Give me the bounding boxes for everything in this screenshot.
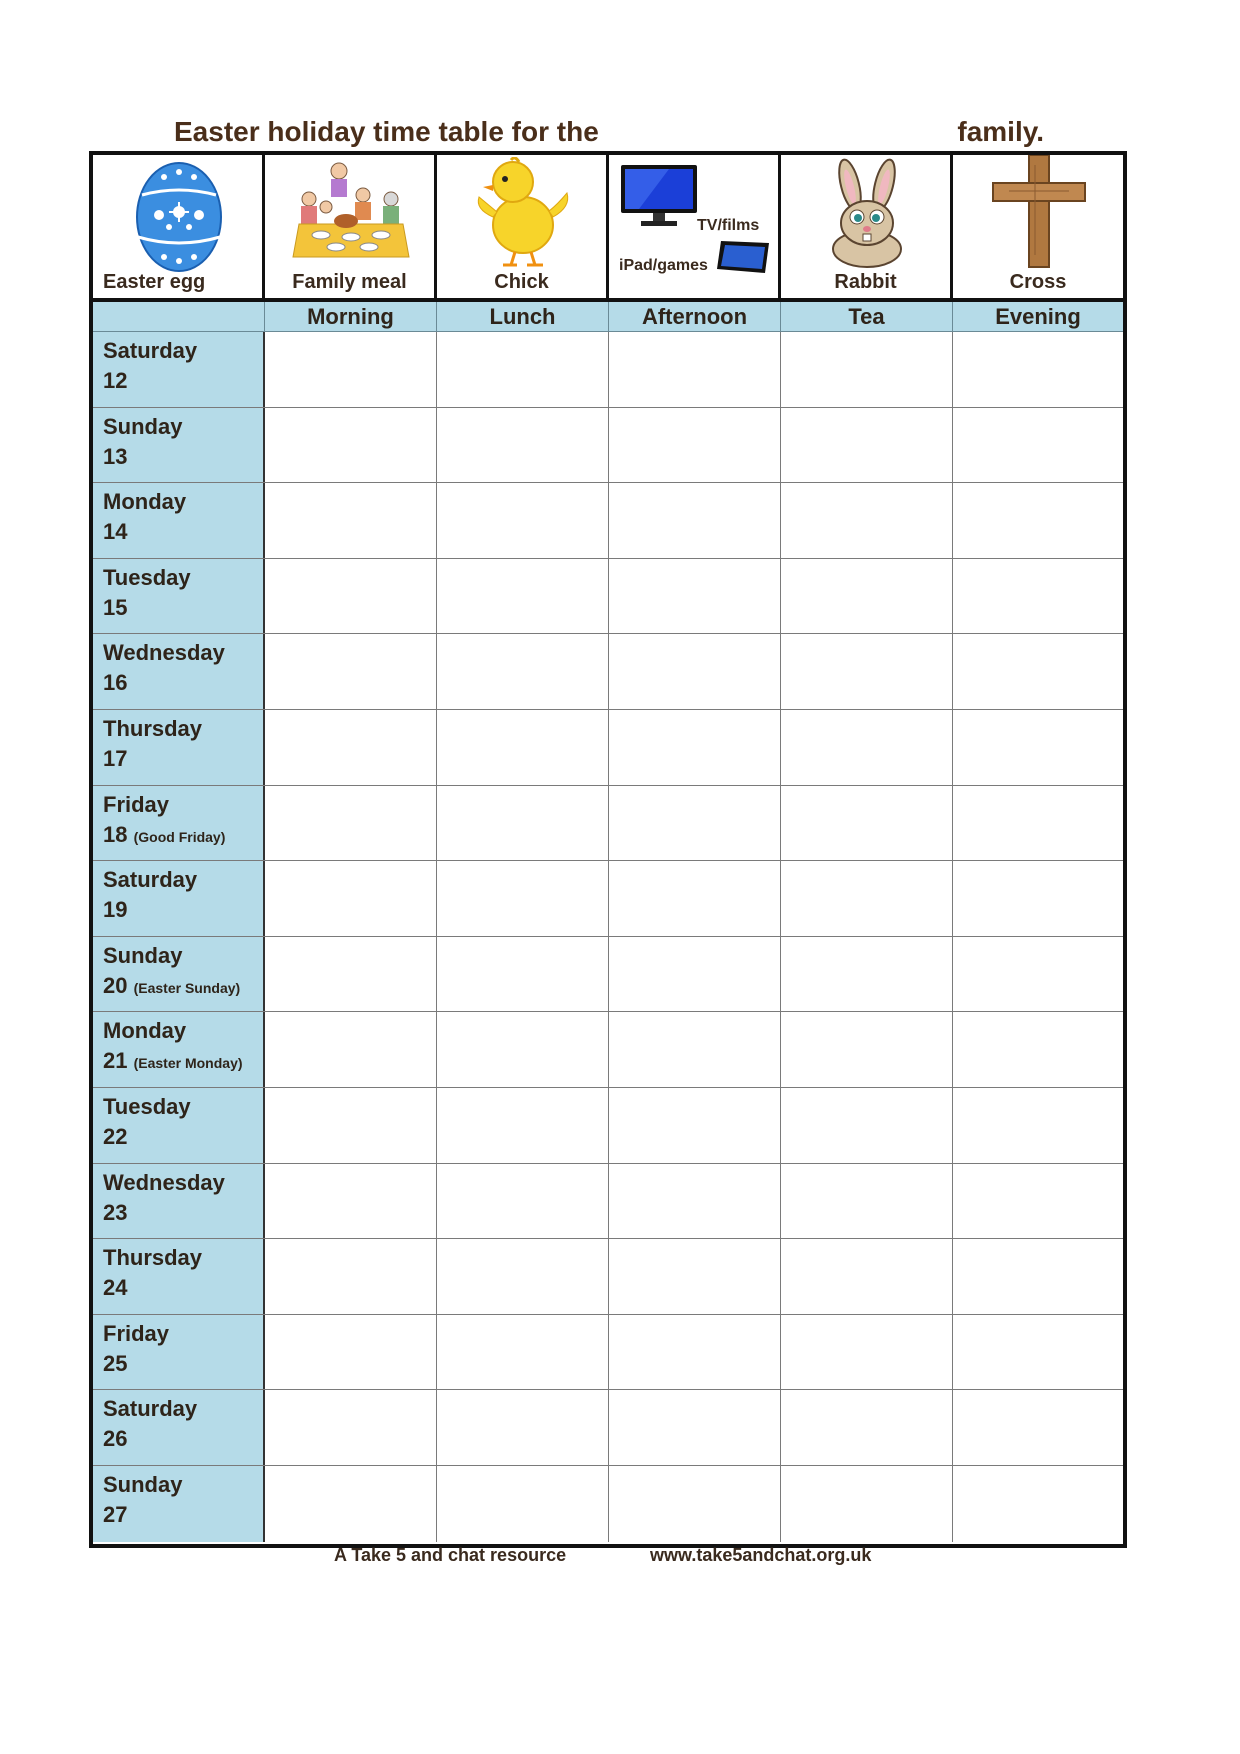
schedule-cell-afternoon[interactable]: [609, 408, 781, 483]
icon-cell-family-meal: [265, 155, 437, 298]
table-row: [93, 1164, 1123, 1240]
schedule-cell-morning[interactable]: [265, 1315, 437, 1390]
schedule-cell-lunch[interactable]: [437, 1315, 609, 1390]
day-name: Friday: [103, 791, 170, 817]
schedule-cell-afternoon[interactable]: [609, 1390, 781, 1465]
day-date: 15: [103, 594, 128, 620]
table-row: [93, 1012, 1123, 1088]
schedule-cell-evening[interactable]: [953, 1239, 1123, 1314]
schedule-cell-morning[interactable]: [265, 1390, 437, 1465]
icon-header-row: [93, 155, 1123, 302]
day-date-line: [103, 1500, 263, 1530]
schedule-cell-morning[interactable]: [265, 559, 437, 634]
schedule-cell-morning[interactable]: [265, 1088, 437, 1163]
schedule-cell-morning[interactable]: [265, 1164, 437, 1239]
icon-cell-cross: [953, 155, 1123, 298]
day-name: Monday: [103, 1018, 187, 1044]
schedule-cell-lunch[interactable]: [437, 332, 609, 407]
day-date-line: [103, 820, 263, 852]
day-name: Tuesday: [103, 1093, 191, 1119]
timetable: [89, 151, 1127, 1548]
day-label-cell: [93, 710, 265, 785]
day-date: 20: [103, 972, 128, 998]
schedule-cell-lunch[interactable]: [437, 559, 609, 634]
day-name: Friday: [103, 1320, 170, 1346]
schedule-cell-lunch[interactable]: [437, 861, 609, 936]
schedule-cell-evening[interactable]: [953, 1315, 1123, 1390]
day-label-cell: [93, 1466, 265, 1542]
footer-resource: A Take 5 and chat resource: [334, 1545, 567, 1565]
day-date-line: [103, 1273, 263, 1303]
schedule-cell-tea[interactable]: [781, 1390, 953, 1465]
schedule-cell-morning[interactable]: [265, 634, 437, 709]
schedule-cell-lunch[interactable]: [437, 408, 609, 483]
schedule-cell-tea[interactable]: [781, 937, 953, 1012]
day-label-cell: [93, 1012, 265, 1087]
schedule-cell-tea[interactable]: [781, 1164, 953, 1239]
table-row: [93, 1390, 1123, 1466]
day-date-line: [103, 1198, 263, 1228]
column-header-row: [93, 302, 1123, 332]
schedule-cell-morning[interactable]: [265, 937, 437, 1012]
column-header-day: [93, 302, 265, 331]
schedule-cell-tea[interactable]: [781, 634, 953, 709]
day-date: 19: [103, 897, 128, 923]
schedule-cell-lunch[interactable]: [437, 937, 609, 1012]
day-note: (Easter Monday): [133, 1055, 243, 1072]
day-label-cell: [93, 332, 265, 407]
day-date: 12: [103, 368, 128, 393]
schedule-cell-lunch[interactable]: [437, 1164, 609, 1239]
page-title-row: [174, 112, 1044, 154]
schedule-cell-evening[interactable]: [953, 483, 1123, 558]
day-name: Wednesday: [103, 1169, 225, 1195]
schedule-cell-lunch[interactable]: [437, 483, 609, 558]
day-date: 21: [103, 1048, 128, 1074]
schedule-cell-evening[interactable]: [953, 1012, 1123, 1087]
icon-cell-chick: [437, 155, 609, 298]
day-date: 24: [103, 1275, 128, 1301]
day-name: Monday: [103, 489, 187, 515]
schedule-cell-lunch[interactable]: [437, 1466, 609, 1542]
icon-cell-rabbit: [781, 155, 953, 298]
schedule-cell-evening[interactable]: [953, 710, 1123, 785]
family-meal-icon: [291, 159, 411, 264]
schedule-cell-afternoon[interactable]: [609, 634, 781, 709]
day-date: 25: [103, 1350, 128, 1376]
schedule-cell-afternoon[interactable]: [609, 1315, 781, 1390]
day-date: 18: [103, 821, 128, 847]
icon-label-tv-films: TV/films: [697, 217, 760, 234]
icon-cell-tv-tablet: [609, 155, 781, 298]
schedule-cell-tea[interactable]: [781, 1012, 953, 1087]
day-label-cell: [93, 483, 265, 558]
column-header-evening: Evening: [995, 304, 1081, 329]
day-date: 27: [103, 1501, 128, 1527]
day-rows: [93, 332, 1123, 1542]
schedule-cell-afternoon[interactable]: [609, 1239, 781, 1314]
day-date-line: [103, 1046, 263, 1078]
chick-icon: [473, 157, 573, 267]
schedule-cell-lunch[interactable]: [437, 786, 609, 861]
table-row: [93, 937, 1123, 1013]
schedule-cell-afternoon[interactable]: [609, 861, 781, 936]
day-date-line: [103, 442, 263, 472]
icon-cell-easter-egg: [93, 155, 265, 298]
schedule-cell-morning[interactable]: [265, 786, 437, 861]
day-label-cell: [93, 937, 265, 1012]
schedule-cell-afternoon[interactable]: [609, 937, 781, 1012]
schedule-cell-tea[interactable]: [781, 1315, 953, 1390]
schedule-cell-tea[interactable]: [781, 861, 953, 936]
day-label-cell: [93, 1239, 265, 1314]
schedule-cell-afternoon[interactable]: [609, 1164, 781, 1239]
day-name: Sunday: [103, 942, 183, 968]
column-header-morning: Morning: [265, 302, 437, 331]
table-row: [93, 634, 1123, 710]
schedule-cell-afternoon[interactable]: [609, 1466, 781, 1542]
schedule-cell-afternoon[interactable]: [609, 1088, 781, 1163]
table-row: [93, 1466, 1123, 1542]
day-note: (Easter Sunday): [133, 979, 241, 996]
schedule-cell-tea[interactable]: [781, 1466, 953, 1542]
schedule-cell-morning[interactable]: [265, 710, 437, 785]
day-date-line: [103, 593, 263, 623]
schedule-cell-tea[interactable]: [781, 559, 953, 634]
day-date: 22: [103, 1123, 128, 1149]
day-name: Sunday: [103, 1471, 183, 1497]
tablet-icon: [715, 239, 771, 275]
table-row: [93, 408, 1123, 484]
table-row: [93, 1315, 1123, 1391]
schedule-cell-evening[interactable]: [953, 1466, 1123, 1542]
icon-label-rabbit: Rabbit: [834, 271, 897, 293]
schedule-cell-tea[interactable]: [781, 786, 953, 861]
schedule-cell-lunch[interactable]: [437, 634, 609, 709]
day-label-cell: [93, 1315, 265, 1390]
schedule-cell-evening[interactable]: [953, 861, 1123, 936]
table-row: [93, 786, 1123, 862]
day-name: Sunday: [103, 413, 183, 439]
schedule-cell-evening[interactable]: [953, 408, 1123, 483]
schedule-cell-morning[interactable]: [265, 483, 437, 558]
day-name: Saturday: [103, 867, 198, 893]
schedule-cell-tea[interactable]: [781, 710, 953, 785]
footer-url: www.take5andchat.org.uk: [650, 1545, 872, 1565]
day-date: 23: [103, 1199, 128, 1225]
schedule-cell-afternoon[interactable]: [609, 559, 781, 634]
day-date-line: [103, 668, 263, 698]
schedule-cell-morning[interactable]: [265, 861, 437, 936]
day-label-cell: [93, 1088, 265, 1163]
day-label-cell: [93, 1164, 265, 1239]
schedule-cell-evening[interactable]: [953, 1164, 1123, 1239]
day-label-cell: [93, 408, 265, 483]
rabbit-icon: [822, 157, 912, 269]
schedule-cell-evening[interactable]: [953, 937, 1123, 1012]
day-date: 17: [103, 745, 128, 771]
schedule-cell-afternoon[interactable]: [609, 786, 781, 861]
day-label-cell: [93, 559, 265, 634]
page-title: Easter holiday time table for the: [174, 116, 599, 147]
day-date: 14: [103, 519, 128, 545]
table-row: [93, 559, 1123, 635]
day-date-line: [103, 1122, 263, 1152]
day-name: Thursday: [103, 1245, 203, 1271]
table-row: [93, 332, 1123, 408]
day-date-line: [103, 1424, 263, 1454]
day-date-line: [103, 366, 263, 396]
day-date-line: [103, 1349, 263, 1379]
icon-label-family-meal: Family meal: [292, 271, 407, 293]
schedule-cell-lunch[interactable]: [437, 710, 609, 785]
schedule-cell-lunch[interactable]: [437, 1012, 609, 1087]
day-name: Wednesday: [103, 640, 225, 666]
day-label-cell: [93, 861, 265, 936]
schedule-cell-tea[interactable]: [781, 1088, 953, 1163]
day-date: 26: [103, 1426, 128, 1452]
schedule-cell-evening[interactable]: [953, 1390, 1123, 1465]
table-row: [93, 861, 1123, 937]
day-date-line: [103, 517, 263, 547]
cross-icon: [989, 155, 1089, 270]
schedule-cell-morning[interactable]: [265, 1012, 437, 1087]
day-name: Thursday: [103, 715, 203, 741]
schedule-cell-afternoon[interactable]: [609, 483, 781, 558]
schedule-cell-tea[interactable]: [781, 483, 953, 558]
page-title-family: family.: [957, 116, 1044, 147]
day-name: Saturday: [103, 1396, 198, 1422]
tv-icon: [619, 163, 699, 229]
schedule-cell-tea[interactable]: [781, 332, 953, 407]
table-row: [93, 483, 1123, 559]
schedule-cell-afternoon[interactable]: [609, 1012, 781, 1087]
schedule-cell-evening[interactable]: [953, 634, 1123, 709]
schedule-cell-afternoon[interactable]: [609, 710, 781, 785]
schedule-cell-morning[interactable]: [265, 332, 437, 407]
icon-label-ipad-games: iPad/games: [619, 257, 708, 274]
schedule-cell-evening[interactable]: [953, 1088, 1123, 1163]
schedule-cell-lunch[interactable]: [437, 1239, 609, 1314]
schedule-cell-lunch[interactable]: [437, 1088, 609, 1163]
icon-label-cross: Cross: [1009, 271, 1067, 293]
schedule-cell-evening[interactable]: [953, 786, 1123, 861]
schedule-cell-morning[interactable]: [265, 408, 437, 483]
schedule-grid: [93, 302, 1123, 1542]
column-header-afternoon: Afternoon: [609, 302, 781, 331]
table-row: [93, 710, 1123, 786]
easter-egg-icon: [134, 157, 224, 272]
day-name: Tuesday: [103, 564, 191, 590]
schedule-cell-tea[interactable]: [781, 1239, 953, 1314]
column-header-tea: Tea: [781, 302, 953, 331]
day-name: Saturday: [103, 338, 198, 363]
schedule-cell-evening[interactable]: [953, 559, 1123, 634]
icon-label-chick: Chick: [494, 271, 549, 293]
day-label-cell: [93, 786, 265, 861]
day-date: 13: [103, 443, 128, 469]
icon-label-easter-egg: Easter egg: [103, 271, 206, 293]
schedule-cell-morning[interactable]: [265, 1239, 437, 1314]
schedule-cell-lunch[interactable]: [437, 1390, 609, 1465]
column-header-lunch: Lunch: [437, 302, 609, 331]
day-note: (Good Friday): [133, 828, 226, 845]
schedule-cell-afternoon[interactable]: [609, 332, 781, 407]
day-date-line: [103, 744, 263, 774]
table-row: [93, 1239, 1123, 1315]
day-date: 16: [103, 670, 128, 696]
schedule-cell-tea[interactable]: [781, 408, 953, 483]
table-row: [93, 1088, 1123, 1164]
day-label-cell: [93, 634, 265, 709]
schedule-cell-evening[interactable]: [953, 332, 1123, 407]
day-date-line: [103, 971, 263, 1003]
schedule-cell-morning[interactable]: [265, 1466, 437, 1542]
day-date-line: [103, 895, 263, 925]
day-label-cell: [93, 1390, 265, 1465]
